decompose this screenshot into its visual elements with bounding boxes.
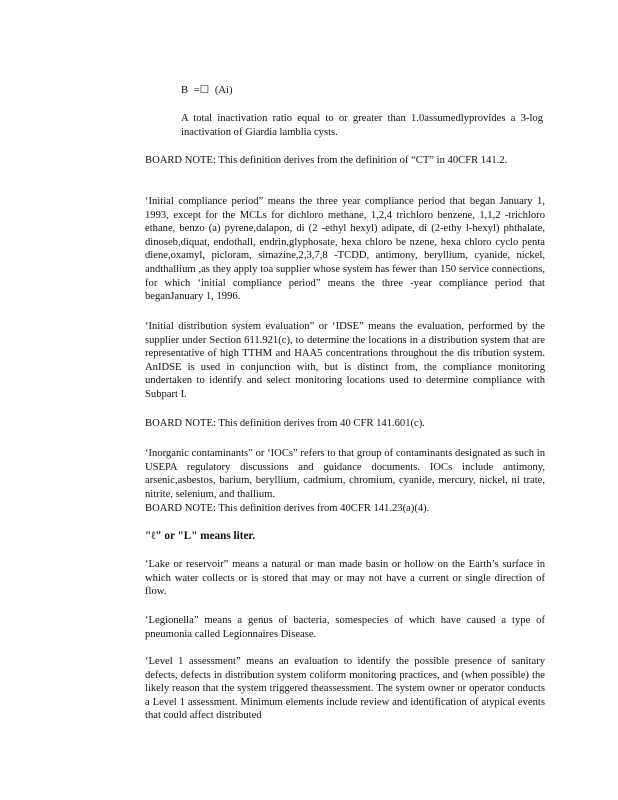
lake-or-reservoir-definition: ‘Lake or reservoir” means a natural or man made basin or hollow on the Earth’s surface in which water collects or is stored that may or may not have a current or single direction of flow. [145, 559, 545, 598]
level-1-assessment-definition: ‘Level 1 assessment” means an evaluation to identify the possible presence of sanitary defects, defects in distribution system coliform monitoring practices, and (when possible) the likely reason that the system triggered theassessment. The system owner or operator conducts a Level 1 assessment. Minimum elements include review and identification of atypical events that could affect distributed [145, 656, 545, 722]
legionella-definition: ‘Legionella” means a genus of bacteria, somespecies of which have caused a type of pneumonia called Legionnaires Disease. [145, 615, 545, 640]
board-note-idse: BOARD NOTE: This definition derives from 40 CFR 141.601(c). [145, 418, 425, 429]
formula-line: B =☐ (Ai) [181, 85, 233, 96]
inactivation-ratio-paragraph: A total inactivation ratio equal to or greater than 1.0assumedlyprovides a 3-log inactivation of Giardia lamblia cysts. [181, 113, 543, 138]
board-note-ct: BOARD NOTE: This definition derives from the definition of “CT” in 40CFR 141.2. [145, 155, 508, 166]
initial-compliance-period-definition: ‘Initial compliance period” means the three year compliance period that began January 1, 1993, except for the MCLs for dichloro methane, 1,2,4 trichloro benzene, 1,1,2 -trichloro ethane, benzo (a) pyrene,dalapon, di (2 -ethyl hexyl) adipate, di (2-ethy l-hexyl) phthalate, dinoseb,diquat, endothall, endrin,glyphosate, hexa chloro be nzene, hexa chloro cyclo penta diene,oxamyl, picloram, simazine,2,3,7,8 -TCDD, antimony, beryllium, cyanide, nickel, andthallium ,as they apply toa supplier whose system has fewer than 150 service connections, for which ‘initial compliance period” means the three -year compliance period that beganJanuary 1, 1996. [145, 196, 545, 303]
idse-definition: ‘Initial distribution system evaluation” or ‘IDSE” means the evaluation, performed by the supplier under Section 611.921(c), to determine the locations in a distribution system that are representative of high TTHM and HAA5 concentrations throughout the dis tribution system. AnIDSE is used in conjunction with, but is distinct from, the compliance monitoring undertaken to identify and select monitoring locations used to determine compliance with Subpart I. [145, 321, 545, 400]
liter-definition: "ℓ" or "L" means liter. [145, 530, 256, 542]
inorganic-contaminants-definition: ‘Inorganic contaminants” or ‘IOCs” refers to that group of contaminants designated as such in USEPA regulatory discussions and guidance documents. IOCs include antimony, arsenic,asbestos, barium, beryllium, cadmium, chromium, cyanide, mercury, nickel, ni trate, nitrite, selenium, and thallium. [145, 448, 545, 500]
board-note-ioc: BOARD NOTE: This definition derives from 40CFR 141.23(a)(4). [145, 503, 430, 514]
